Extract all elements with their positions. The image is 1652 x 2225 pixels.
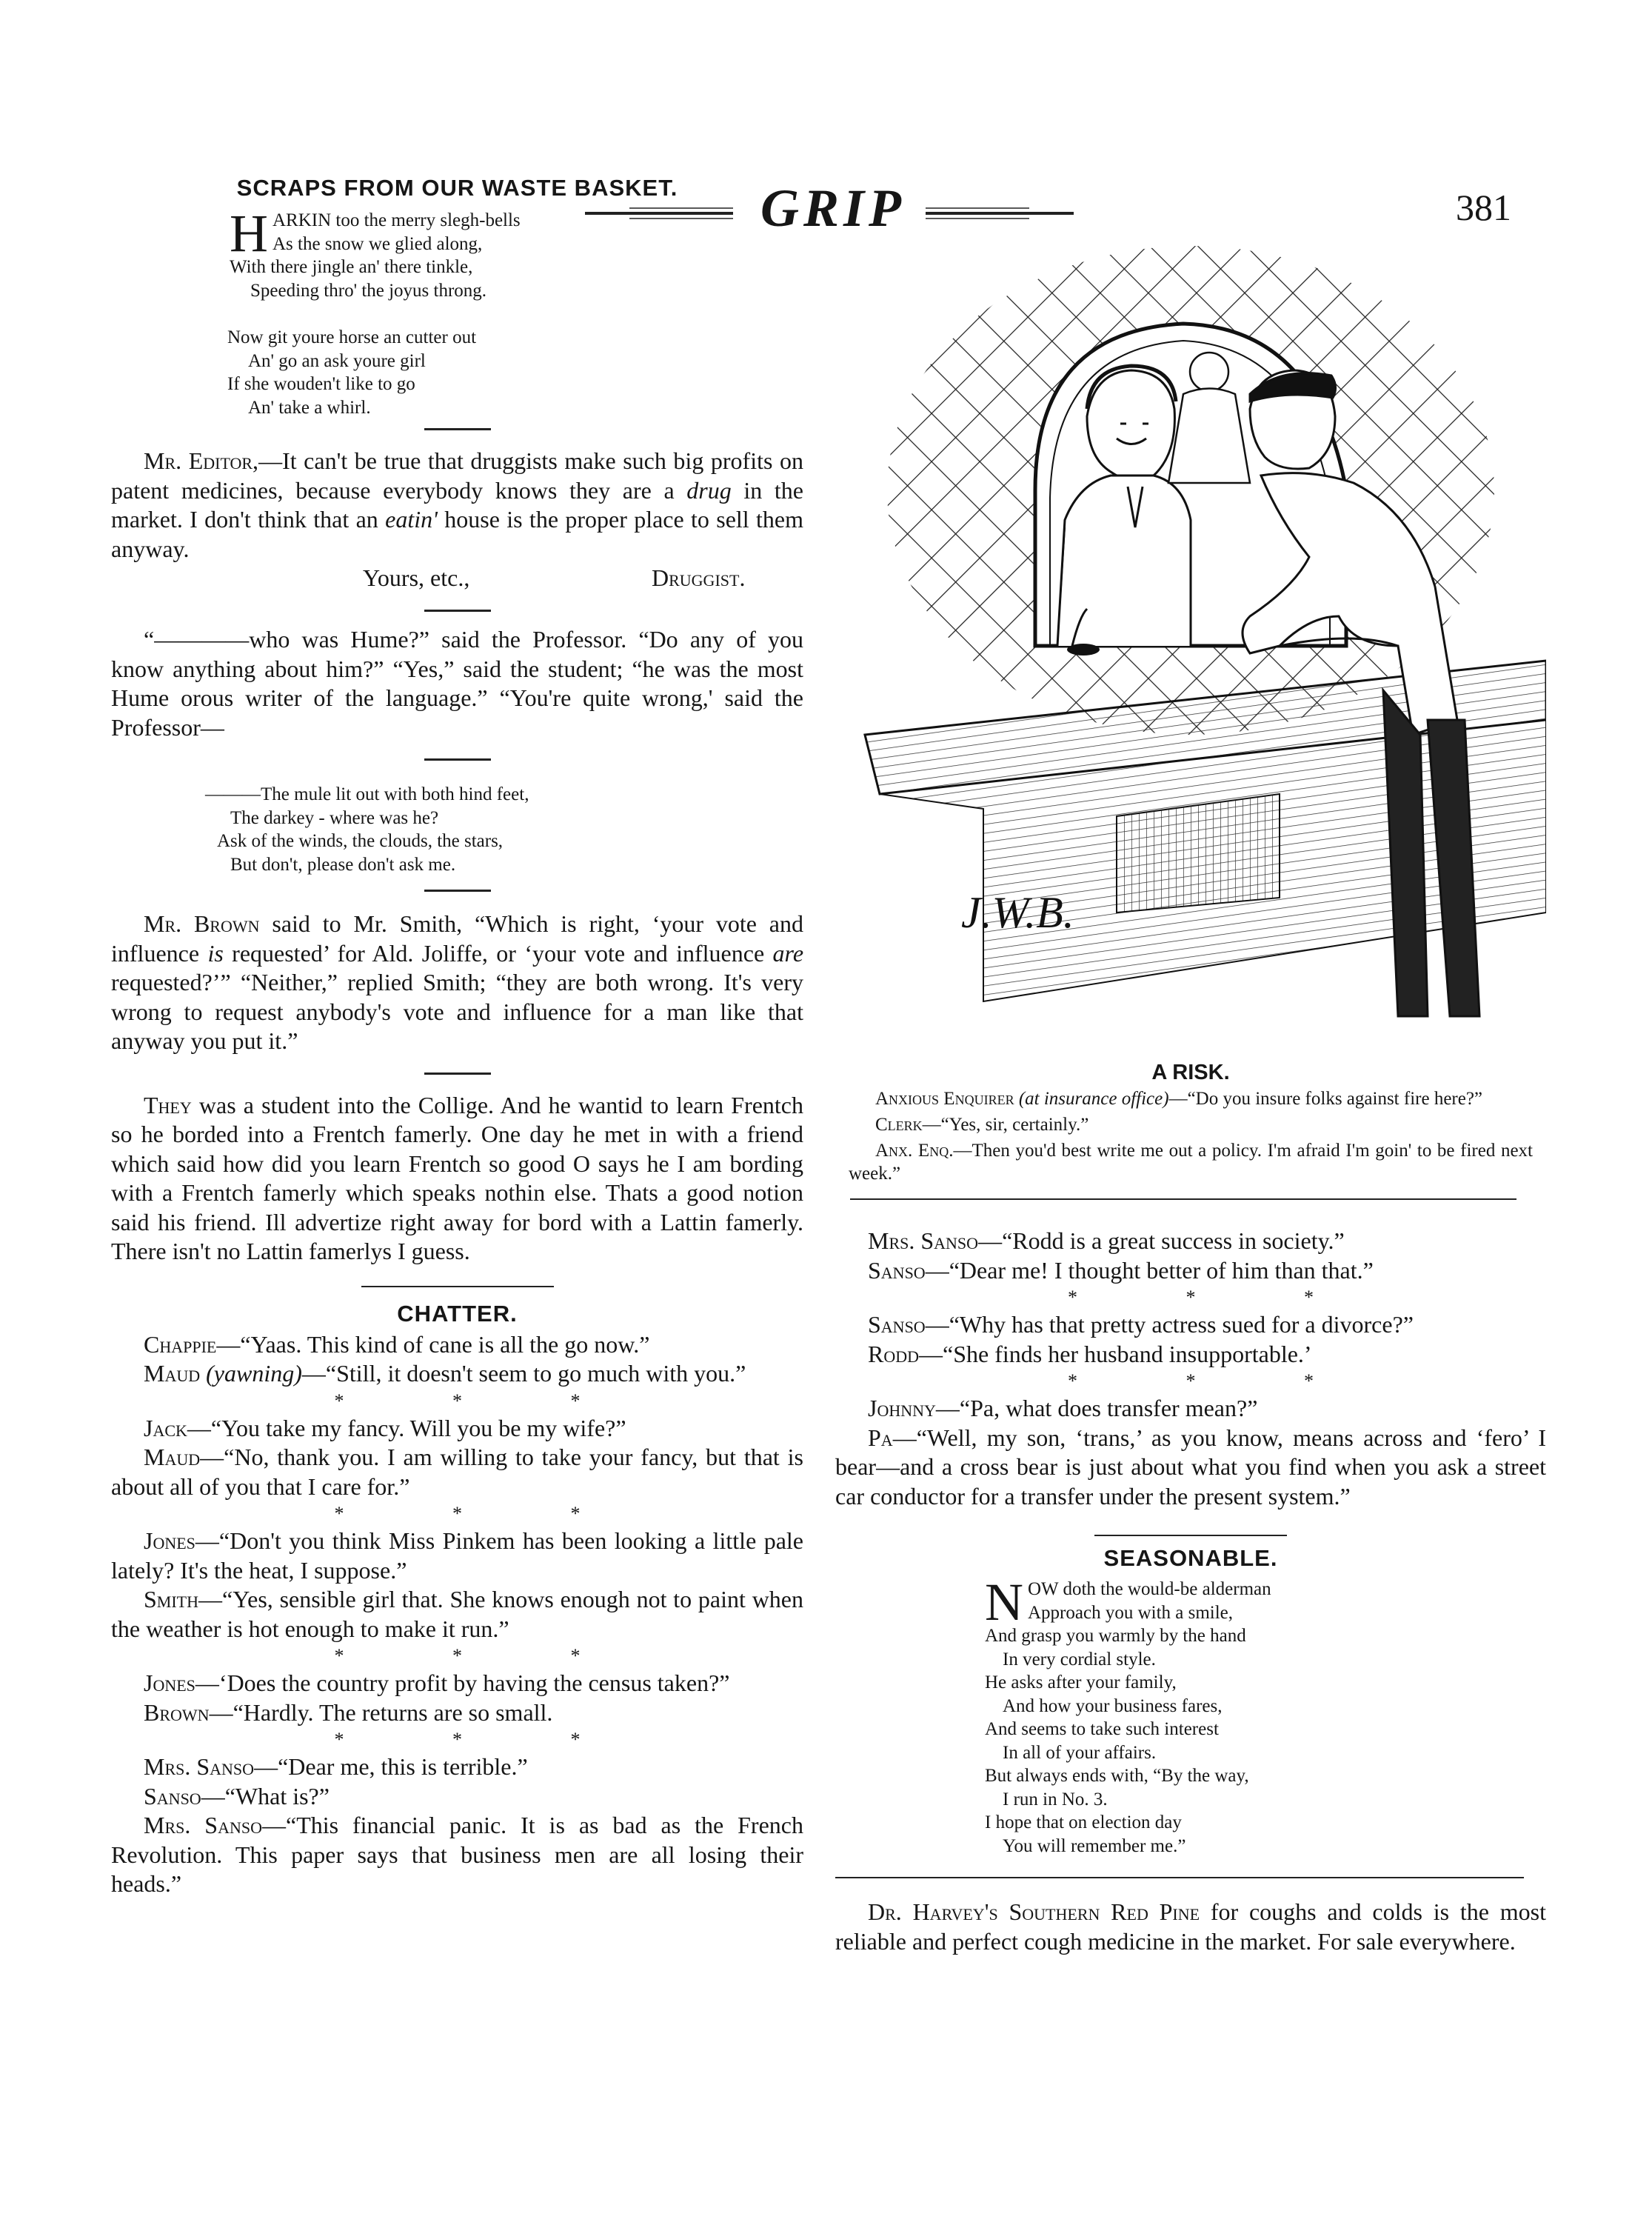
dialogue-line (111, 1585, 803, 1644)
star-separator: * * * (334, 1729, 632, 1750)
stage-note: (yawning) (206, 1360, 302, 1387)
dialogue-text: —“Why has that pretty actress sued for a divorce?” (925, 1311, 1414, 1338)
dialogue-text: —“No, thank you. I am willing to take your fancy, but that is about all of you that I care for.” (111, 1444, 803, 1500)
dialogue-line (835, 1310, 1546, 1340)
dropcap-n: N (985, 1572, 1023, 1632)
speaker: Clerk (875, 1115, 923, 1135)
dialogue-text: —“Hardly. The returns are so small. (209, 1698, 553, 1726)
verse-line: As the snow we glied along, (272, 233, 483, 254)
poem-sleigh-bells (230, 204, 803, 302)
star-separator: * * * (334, 1390, 632, 1412)
dialogue-line (111, 1527, 803, 1585)
verse-line: OW doth the would-be alderman (1028, 1579, 1271, 1599)
advert-text: for coughs and colds is the most reliable and perfect cough medicine in the market. For sale everywhere. (835, 1898, 1547, 1955)
divider (850, 1198, 1516, 1200)
dropcap-h: H (230, 204, 268, 263)
verse-line: ARKIN too the merry slegh-bells (272, 210, 521, 230)
dialogue-text: —‘Does the country profit by having the census taken?” (195, 1669, 730, 1696)
speaker: Sanso (144, 1782, 201, 1809)
dialogue-line (111, 1752, 803, 1782)
joke-text: was a student into the Collige. And he wantid to learn Frentch so he borded into a Frentch famerly. One day he met in with a friend which said how did you learn Frentch so good O says he I am bording with a Frentch famerly which speaks nothin else. Thats a good notion said his friend. Ill advertize right away for bord with a Lattin famerly. There isn't no Lattin famerlys I guess. (111, 1091, 803, 1264)
speaker: Anxious Enquirer (875, 1089, 1014, 1109)
divider (424, 890, 491, 892)
letter-text: in the market. I don't think that an (111, 476, 804, 533)
dialogue-text: —“Still, it doesn't seem to go much with you.” (301, 1360, 746, 1387)
speaker: Mrs. Sanso (868, 1227, 979, 1254)
letter-text: house is the proper place to sell them anyway. (111, 506, 804, 562)
letter-yours: Yours, etc., (363, 564, 470, 591)
cartoon-title: A RISK. (1151, 1061, 1230, 1084)
dialogue-line (111, 1330, 803, 1360)
sanso-block (835, 1227, 1546, 1511)
speaker: Anx. Enq. (875, 1141, 954, 1161)
verse-line: Now git youre horse an cutter out (227, 327, 477, 347)
speaker: Rodd (868, 1340, 920, 1367)
verse-line: The darkey - where was he? (230, 807, 439, 828)
verse-line: ———The mule lit out with both hind feet, (205, 784, 529, 804)
verse-line: I hope that on election day (985, 1812, 1182, 1832)
divider (424, 758, 491, 761)
verse-line: You will remember me.” (1003, 1835, 1186, 1856)
stage-note: (at insurance office) (1018, 1089, 1169, 1109)
dialogue-text: —“What is?” (201, 1782, 330, 1809)
seasonable-heading: SEASONABLE. (1103, 1545, 1278, 1571)
dialogue-text: —“Well, my son, ‘trans,’ as you know, means across and ‘fero’ I bear—and a cross bear is just about what you find when you ask a street car conductor for a transfer under the present system.” (835, 1424, 1546, 1510)
dialogue-text: —“She finds her husband insupportable.’ (919, 1340, 1312, 1367)
verse-line: Speeding thro' the joyus throng. (250, 280, 487, 301)
speaker: Mrs. Sanso (144, 1753, 255, 1780)
dialogue-line (111, 1414, 803, 1444)
dialogue-line (111, 1782, 803, 1812)
speaker: Jack (144, 1414, 187, 1441)
dialogue-text: —“Dear me! I thought better of him than that.” (925, 1256, 1374, 1284)
letter-emphasis: drug (686, 476, 732, 504)
verse-line: But always ends with, “By the way, (985, 1766, 1249, 1786)
right-column (835, 172, 1546, 1956)
verse-line: With there jingle an' there tinkle, (230, 257, 473, 277)
verse-line: He asks after your family, (985, 1672, 1177, 1692)
star-separator: * * * (1068, 1287, 1365, 1308)
letter-signature: Druggist. (652, 564, 746, 591)
star-separator: * * * (1068, 1370, 1365, 1392)
cartoon-caption (835, 1087, 1546, 1185)
verse-line: But don't, please don't ask me. (230, 854, 456, 875)
star-separator: * * * (334, 1503, 632, 1524)
verse-line: Approach you with a smile, (1028, 1602, 1234, 1623)
verse-line: And how your business fares, (1003, 1695, 1223, 1716)
joke-text: requested?’” “Neither,” replied Smith; “they are both wrong. It's very wrong to request anybody's vote and influence for a man like that anyway you put it.” (111, 969, 803, 1054)
inkwell (1067, 644, 1100, 656)
speaker: Mr. Brown (144, 910, 260, 937)
divider (424, 1073, 491, 1075)
verse-line: And grasp you warmly by the hand (985, 1626, 1246, 1646)
advertisement (835, 1898, 1546, 1956)
poem-cutter (227, 326, 803, 419)
dialogue-text: —“You take my fancy. Will you be my wife?” (187, 1414, 626, 1441)
letter-emphasis: eatin' (385, 506, 438, 533)
joke-text: requested’ for Ald. Joliffe, or ‘your vote and influence (223, 939, 773, 967)
speaker: Maud (144, 1360, 201, 1387)
verse-line: An' take a whirl. (248, 397, 371, 418)
speaker: Smith (144, 1586, 199, 1612)
dialogue-line (835, 1340, 1546, 1370)
speaker: Sanso (868, 1311, 926, 1338)
star-separator: * * * (334, 1645, 632, 1667)
dialogue-text: —“Rodd is a great success in society.” (978, 1227, 1345, 1254)
brown-smith-joke (111, 910, 803, 1056)
joke-emphasis: are (772, 939, 804, 967)
verse-line: I run in No. 3. (1003, 1789, 1108, 1809)
masthead-title: GRIP (760, 179, 906, 238)
speaker: Jones (144, 1527, 195, 1554)
dialogue-text: —“Yaas. This kind of cane is all the go now.” (216, 1330, 650, 1358)
dialogue-line (111, 1698, 803, 1728)
dialogue-text: —“Dear me, this is terrible.” (254, 1753, 528, 1780)
joke-text: said to Mr. Smith, “Which is right, ‘your vote and influence (111, 910, 804, 967)
frentch-joke (111, 1091, 803, 1267)
scraps-heading: SCRAPS FROM OUR WASTE BASKET. (236, 175, 678, 201)
verse-line: In very cordial style. (1003, 1649, 1156, 1669)
speaker: Brown (144, 1698, 210, 1726)
caption-line (849, 1087, 1533, 1110)
verse-line: In all of your affairs. (1003, 1742, 1157, 1763)
dialogue-text: —“Pa, what does transfer mean?” (935, 1395, 1258, 1421)
dialogue-text: —“This financial panic. It is as bad as the French Revolution. This paper says that business men are all losing their heads.” (111, 1812, 803, 1897)
page-number: 381 (1456, 187, 1511, 228)
cartoon-illustration (835, 172, 1546, 1053)
verse-line: Ask of the winds, the clouds, the stars, (217, 831, 504, 851)
lead-word: They (144, 1091, 192, 1118)
chatter-heading: CHATTER. (397, 1300, 518, 1327)
divider (424, 610, 491, 612)
caption-text: —“Yes, sir, certainly.” (922, 1115, 1089, 1135)
verse-line: An' go an ask youre girl (248, 350, 426, 371)
dialogue-text: —“Don't you think Miss Pinkem has been looking a little pale lately? It's the heat, I suppose.” (111, 1527, 803, 1584)
dialogue-line (111, 1359, 803, 1389)
speaker: Maud (144, 1444, 201, 1470)
caption-text: —“Do you insure folks against fire here?” (1168, 1089, 1483, 1109)
product-name: Dr. Harvey's Southern Red Pine (868, 1898, 1200, 1925)
speaker: Johnny (868, 1395, 936, 1421)
dialogue-line (111, 1669, 803, 1698)
caption-line (849, 1139, 1533, 1185)
verse-line: If she wouden't like to go (227, 374, 415, 394)
poem-alderman (985, 1572, 1546, 1858)
salutation: Mr. Editor, (144, 447, 259, 474)
divider (424, 428, 491, 430)
editor-letter (111, 447, 803, 564)
dialogue-line (835, 1424, 1546, 1512)
dialogue-line (111, 1443, 803, 1501)
speaker: Jones (144, 1669, 195, 1696)
chatter-block (111, 1330, 803, 1899)
artist-monogram: J.W.B. (961, 888, 1074, 937)
dialogue-line (111, 1811, 803, 1899)
hume-joke: “————who was Hume?” said the Professor. “Do any of you know anything about him?” “Yes,” said the student; “he was the most Hume orous writer of the language.” “You're quite wrong,' said the Professor— (111, 626, 803, 741)
speaker: Chappie (144, 1330, 217, 1358)
poem-mule (205, 783, 803, 876)
dialogue-line (835, 1394, 1546, 1424)
speaker: Mrs. Sanso (144, 1812, 262, 1838)
letter-text: —It can't be true that druggists make such big profits on patent medicines, because everybody knows they are a (111, 447, 803, 504)
divider (835, 1877, 1524, 1878)
verse-line: And seems to take such interest (985, 1719, 1219, 1739)
dialogue-line (835, 1256, 1546, 1286)
caption-text: —Then you'd best write me out a policy. I'm afraid I'm goin' to be fired next week.” (849, 1141, 1533, 1184)
speaker: Sanso (868, 1256, 926, 1284)
dialogue-line (835, 1227, 1546, 1256)
section-divider (361, 1286, 554, 1287)
speaker: Pa (868, 1424, 893, 1451)
joke-emphasis: is (207, 939, 224, 967)
dialogue-text: —“Yes, sensible girl that. She knows enough not to paint when the weather is hot enough to make it run.” (111, 1586, 803, 1642)
letter-signoff (111, 564, 803, 593)
left-column (111, 172, 803, 1899)
section-divider (1094, 1535, 1287, 1536)
caption-line (849, 1113, 1533, 1136)
